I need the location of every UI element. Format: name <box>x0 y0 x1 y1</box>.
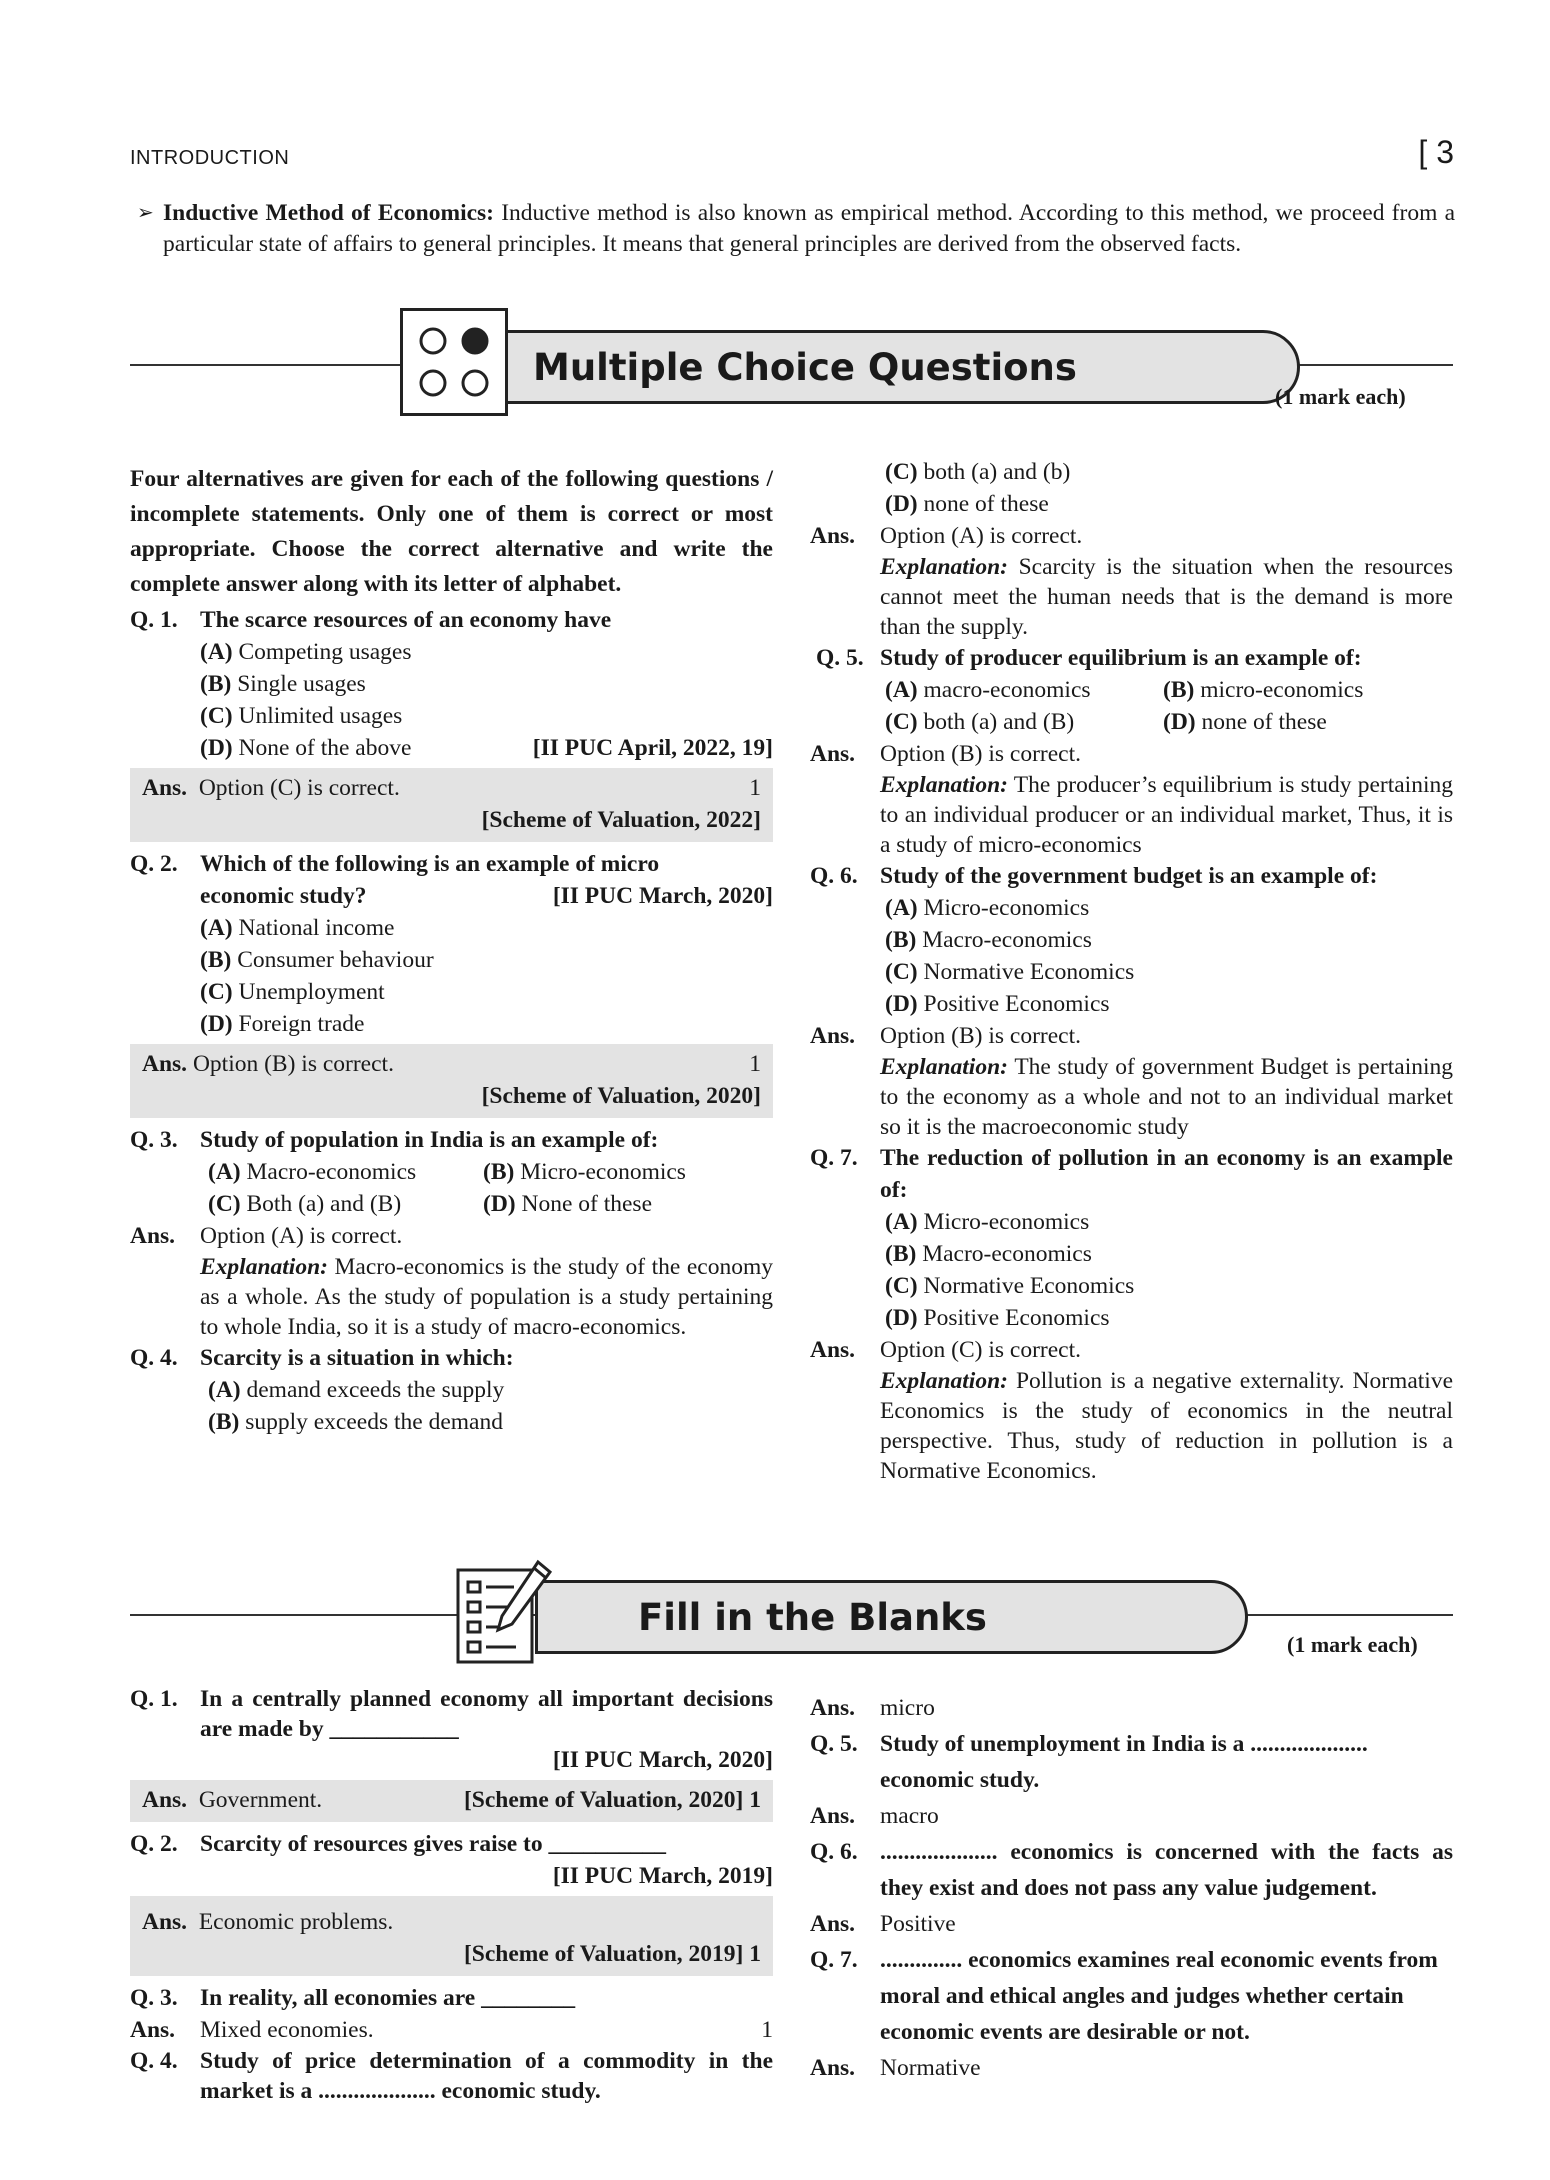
fib-q1: Q. 1. In a centrally planned economy all important decisions are made by ___________ <box>130 1686 773 1742</box>
intro-text: Inductive method is also known as empirical method. According to this method, we proceed from a particular state of affairs to general principles. It means that general principles are derived from the observed facts. <box>163 200 1455 257</box>
mcq-instructions: Four alternatives are given for each of the following questions / incomplete statements. Only one of them is correct or most appropriate. Choose the correct alternative and write the complete answer along with its letter of alphabet. <box>130 466 773 597</box>
answer-box: Ans. Option (C) is correct. 1 [Scheme of Valuation, 2022] <box>130 768 773 842</box>
page-number: [ 3 <box>1418 134 1454 170</box>
mcq-q5: Q. 5. Study of producer equilibrium is an example of: <box>816 645 1362 671</box>
option: (B) Macro-economics <box>885 927 1092 953</box>
answer-box: Ans. Economic problems. [Scheme of Valuation, 2019] 1 <box>130 1896 773 1976</box>
option: (A) demand exceeds the supply <box>208 1377 505 1403</box>
answer-box: Ans. Option (B) is correct. 1 [Scheme of Valuation, 2020] <box>130 1044 773 1118</box>
option: (A) National income <box>200 915 395 941</box>
fib-q2: Q. 2. Scarcity of resources gives raise to __________ <box>130 1831 666 1857</box>
fib-right-column <box>810 1690 1453 2086</box>
answer: Ans. Option (A) is correct. <box>810 523 1083 549</box>
option: (D) None of the above [II PUC April, 2022, 19] <box>130 732 773 764</box>
fib-banner <box>130 1558 1453 1668</box>
mcq-left-column <box>130 462 773 1438</box>
fib-title: Fill in the Blanks <box>638 1596 987 1639</box>
fib-q4: Q. 4. Study of price determination of a commodity in the market is a .................... economic study. <box>130 2048 773 2104</box>
options-grid: (A) macro-economics (B) micro-economics (C) both (a) and (B) (D) none of these <box>885 677 1364 735</box>
fib-left-column <box>130 1684 773 2106</box>
fib-q5: Q. 5. Study of unemployment in India is a .................... economic study. <box>810 1731 1368 1793</box>
answer: Ans. Option (A) is correct. <box>130 1223 403 1249</box>
option: (D) Foreign trade <box>200 1011 365 1037</box>
option: (C) both (a) and (b) <box>885 459 1071 485</box>
answer: Ans. Option (C) is correct. <box>810 1337 1082 1363</box>
checklist-pencil-icon <box>450 1558 560 1668</box>
option: (B) Consumer behaviour <box>200 947 434 973</box>
answer-box: Ans. Government. [Scheme of Valuation, 2020] 1 <box>130 1780 773 1822</box>
fib-q3: Q. 3. In reality, all economies are ________ <box>130 1985 576 2011</box>
answer: Ans. Positive <box>810 1911 956 1937</box>
multiple-choice-icon <box>400 308 508 416</box>
arrow-bullet-icon: ➢ <box>137 202 154 224</box>
intro-bold: Inductive Method of Economics: <box>163 200 495 226</box>
source-ref: [II PUC March, 2019] <box>552 1863 773 1889</box>
question-text: economic study? [II PUC March, 2020] <box>200 883 773 909</box>
banner-pill <box>500 330 1300 404</box>
options-grid: (A) Macro-economics (B) Micro-economics (C) Both (a) and (B) (D) None of these <box>208 1159 686 1217</box>
mcq-q3: Q. 3. Study of population in India is an example of: <box>130 1127 659 1153</box>
source-ref: [II PUC March, 2020] <box>552 1747 773 1773</box>
fib-marks: (1 mark each) <box>1287 1632 1418 1657</box>
mcq-q6: Q. 6. Study of the government budget is an example of: <box>810 863 1378 889</box>
option: (D) Positive Economics <box>885 991 1110 1017</box>
explanation: Explanation: The producer’s equilibrium is study pertaining to an individual producer or an individual market, Thus, it is a study of micro-economics <box>880 772 1453 858</box>
fib-q7: Q. 7. .............. economics examines real economic events from moral and ethical angles and judges whether certain economic events are desirable or not. <box>810 1947 1438 2045</box>
option: (D) Positive Economics <box>885 1305 1110 1331</box>
answer: Ans. Option (B) is correct. <box>810 1023 1082 1049</box>
option: (A) Micro-economics <box>885 1209 1090 1235</box>
option: (C) Unemployment <box>200 979 385 1005</box>
answer: Ans. Option (B) is correct. <box>810 741 1082 767</box>
option: (A) Competing usages <box>200 639 412 665</box>
scheme-ref: [Scheme of Valuation, 2020] <box>481 1083 761 1109</box>
option: (D) none of these <box>885 491 1049 517</box>
source-ref: [II PUC April, 2022, 19] <box>532 735 773 761</box>
mcq-marks: (1 mark each) <box>1275 384 1406 409</box>
mcq-q4: Q. 4. Scarcity is a situation in which: <box>130 1345 514 1371</box>
answer: Ans. micro <box>810 1695 935 1721</box>
option: (C) Unlimited usages <box>200 703 403 729</box>
mcq-q2: Q. 2. Which of the following is an example of micro <box>130 851 660 877</box>
intro-paragraph <box>137 198 1455 259</box>
explanation: Explanation: The study of government Budget is pertaining to the economy as a whole and not to an individual market so it is the macroeconomic study <box>880 1054 1453 1140</box>
question-text: The scarce resources of an economy have <box>200 607 612 633</box>
mcq-banner <box>130 308 1453 418</box>
answer: Ans. macro <box>810 1803 939 1829</box>
mcq-q1 <box>130 604 773 636</box>
banner-pill <box>535 1580 1248 1654</box>
scheme-ref: [Scheme of Valuation, 2022] <box>481 807 761 833</box>
option: (C) Normative Economics <box>885 959 1135 985</box>
mcq-q7: Q. 7. The reduction of pollution in an economy is an example of: <box>810 1145 1453 1203</box>
option: (B) supply exceeds the demand <box>208 1409 503 1435</box>
option: (B) Single usages <box>200 671 366 697</box>
explanation: Explanation: Macro-economics is the study of the economy as a whole. As the study of population is a study pertaining to whole India, so it is a study of macro-economics. <box>200 1254 773 1340</box>
explanation: Explanation: Pollution is a negative externality. Normative Economics is the study of economics in the neutral perspective. Thus, study of reduction in pollution is a Normative Economics. <box>880 1368 1453 1484</box>
mcq-right-column <box>810 456 1453 1486</box>
option: (A) Micro-economics <box>885 895 1090 921</box>
mcq-title: Multiple Choice Questions <box>533 346 1077 389</box>
option: (B) Macro-economics <box>885 1241 1092 1267</box>
option: (C) Normative Economics <box>885 1273 1135 1299</box>
question-number: Q. 1. <box>130 607 178 633</box>
fib-q6: Q. 6. .................... economics is concerned with the facts as they exist and does not pass any value judgement. <box>810 1839 1453 1901</box>
running-header-section: INTRODUCTION <box>130 147 290 169</box>
answer: Ans. Mixed economies. 1 <box>130 2017 773 2043</box>
answer: Ans. Normative <box>810 2055 981 2081</box>
explanation: Explanation: Scarcity is the situation when the resources cannot meet the human needs that is the demand is more than the supply. <box>880 554 1453 640</box>
